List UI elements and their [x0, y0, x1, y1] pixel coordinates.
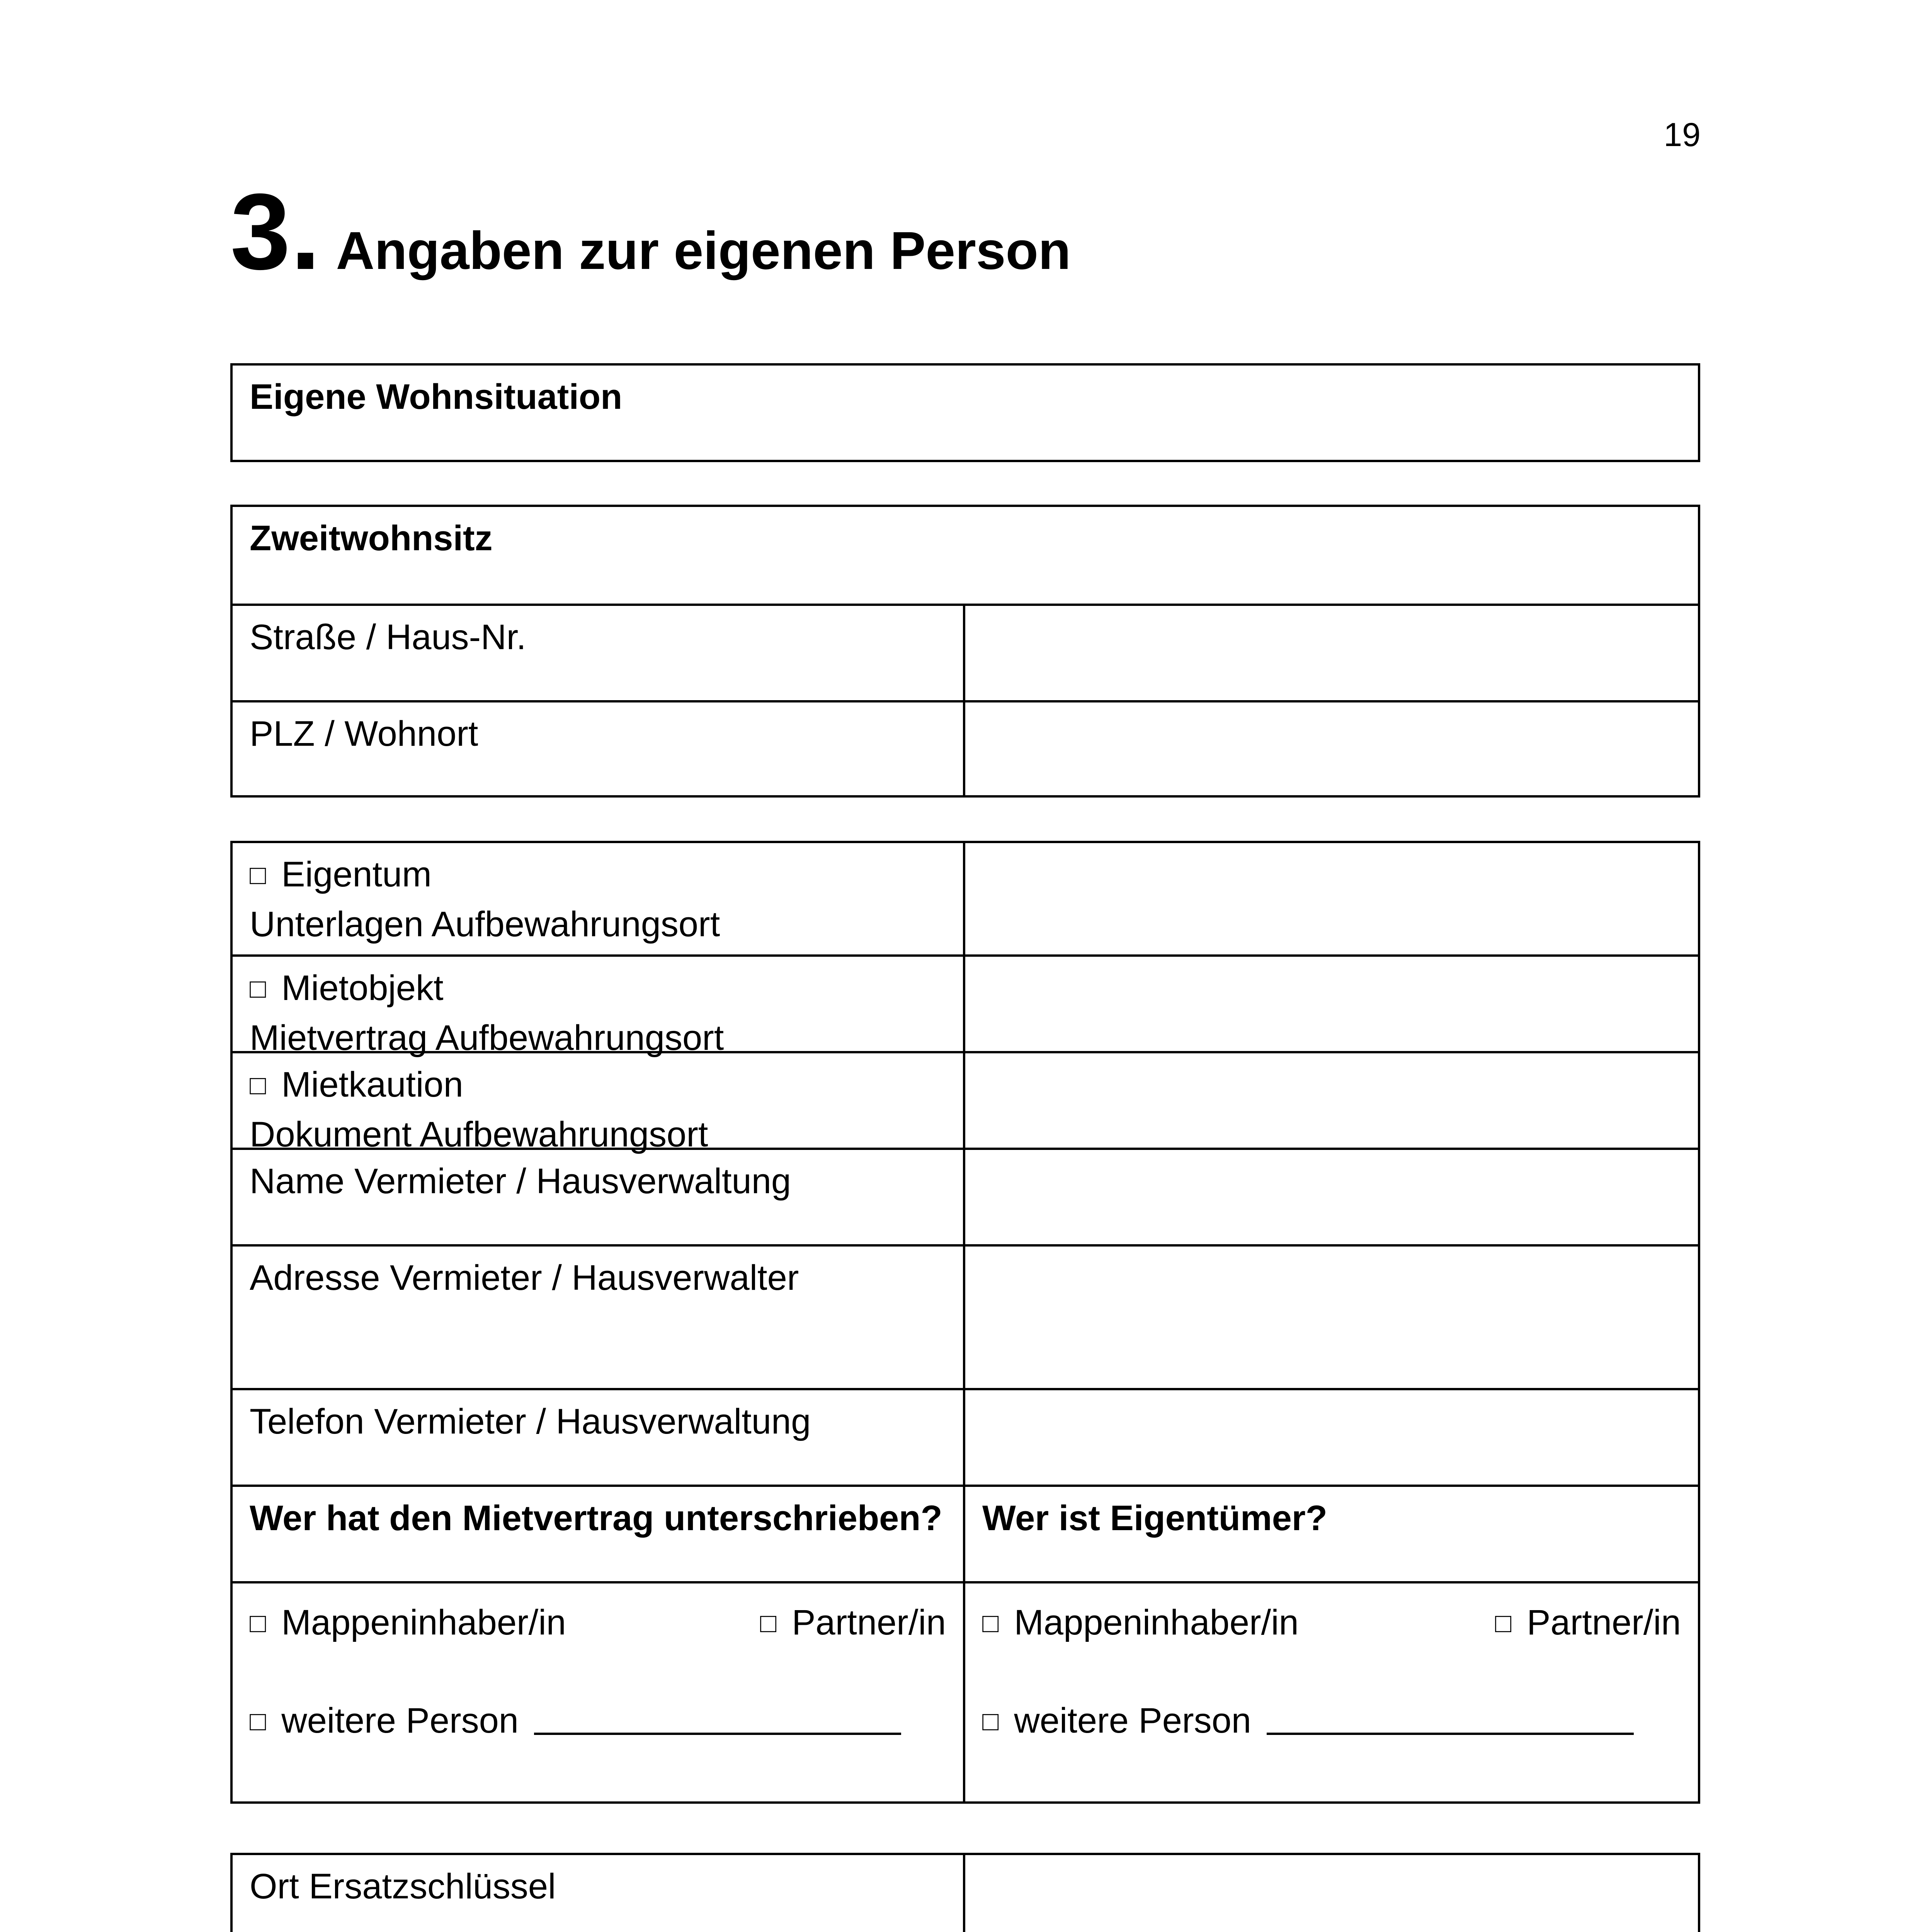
- eigentum-checkbox[interactable]: □: [250, 860, 266, 890]
- eigentum-label: Eigentum: [281, 855, 432, 894]
- table-row: [233, 1581, 1698, 1801]
- name-vermieter-label: Name Vermieter / Hausverwaltung: [233, 1150, 965, 1244]
- eigentuemer-partner-checkbox[interactable]: □: [1495, 1608, 1512, 1638]
- table-row: [233, 954, 1698, 1058]
- mietkaution-label: Mietkaution: [281, 1065, 463, 1104]
- mietvertrag-weitere-checkbox[interactable]: □: [250, 1706, 266, 1736]
- mietvertrag-question: Wer hat den Mietvertrag unterschrieben?: [233, 1487, 965, 1581]
- wohnsituation-label: Eigene Wohnsituation: [250, 377, 623, 417]
- plz-field[interactable]: [965, 702, 1698, 795]
- telefon-vermieter-field[interactable]: [965, 1390, 1698, 1485]
- plz-label: PLZ / Wohnort: [233, 702, 965, 795]
- zweitwohnsitz-title: Zweitwohnsitz: [250, 519, 493, 558]
- eigentuemer-question: Wer ist Eigentümer?: [982, 1498, 1327, 1538]
- eigentuemer-mappeninhaber-checkbox[interactable]: □: [982, 1608, 999, 1638]
- name-vermieter-field[interactable]: [965, 1150, 1698, 1244]
- eigentum-field[interactable]: [965, 843, 1698, 954]
- mietvertrag-partner-label: Partner/in: [792, 1603, 946, 1642]
- mietkaution-field[interactable]: [965, 1053, 1698, 1148]
- section-number: 3.: [230, 172, 321, 292]
- eigentuemer-weitere-label: weitere Person: [1014, 1701, 1251, 1740]
- zweitwohnsitz-table: [230, 505, 1700, 798]
- table-row: [233, 1051, 1698, 1154]
- mietvertrag-mappeninhaber-label: Mappeninhaber/in: [281, 1603, 566, 1642]
- zweitwohnsitz-header-row: [233, 507, 1698, 604]
- adresse-vermieter-label: Adresse Vermieter / Hausverwalter: [233, 1247, 965, 1388]
- mietobjekt-cell: [233, 957, 965, 1058]
- table-row: [233, 843, 1698, 954]
- table-row: [233, 1388, 1698, 1485]
- section-title: Angaben zur eigenen Person: [336, 221, 1071, 281]
- table-row: [233, 1855, 1698, 1932]
- adresse-vermieter-field[interactable]: [965, 1247, 1698, 1388]
- mietvertrag-weitere-label: weitere Person: [281, 1701, 519, 1740]
- mietvertrag-weitere-field[interactable]: [534, 1697, 901, 1735]
- table-row: [233, 604, 1698, 700]
- mietobjekt-field[interactable]: [965, 957, 1698, 1051]
- mietobjekt-sub-label: Mietvertrag Aufbewahrungsort: [250, 1018, 724, 1058]
- telefon-vermieter-label: Telefon Vermieter / Hausverwaltung: [233, 1390, 965, 1485]
- strasse-field[interactable]: [965, 606, 1698, 700]
- mietobjekt-label: Mietobjekt: [281, 968, 444, 1008]
- mietvertrag-mappeninhaber-checkbox[interactable]: □: [250, 1608, 266, 1638]
- eigentuemer-weitere-field[interactable]: [1267, 1697, 1634, 1735]
- ort-schluessel-field[interactable]: [965, 1855, 1698, 1932]
- eigentuemer-options: [965, 1583, 1698, 1801]
- eigentum-cell: [233, 843, 965, 954]
- eigentum-sub-label: Unterlagen Aufbewahrungsort: [250, 905, 720, 944]
- mietkaution-checkbox[interactable]: □: [250, 1070, 266, 1100]
- mietkaution-cell: [233, 1053, 965, 1154]
- table-row: [233, 1244, 1698, 1388]
- mietkaution-sub-label: Dokument Aufbewahrungsort: [250, 1115, 708, 1154]
- ort-schluessel-label: Ort Ersatzschlüssel: [233, 1855, 965, 1932]
- mietvertrag-partner-checkbox[interactable]: □: [760, 1608, 777, 1638]
- schluessel-table: [230, 1853, 1700, 1932]
- mietobjekt-checkbox[interactable]: □: [250, 973, 266, 1003]
- wohnsituation-box: [230, 363, 1700, 462]
- eigentuemer-partner-label: Partner/in: [1527, 1603, 1681, 1642]
- mietvertrag-options: [233, 1583, 965, 1801]
- table-row: [233, 1148, 1698, 1244]
- page-number: 19: [1664, 116, 1701, 153]
- property-table: [230, 841, 1700, 1804]
- table-row: [233, 700, 1698, 795]
- eigentuemer-mappeninhaber-label: Mappeninhaber/in: [1014, 1603, 1299, 1642]
- strasse-label: Straße / Haus-Nr.: [233, 606, 965, 700]
- table-row: [233, 1485, 1698, 1581]
- eigentuemer-weitere-checkbox[interactable]: □: [982, 1706, 999, 1736]
- section-heading: [230, 172, 1071, 292]
